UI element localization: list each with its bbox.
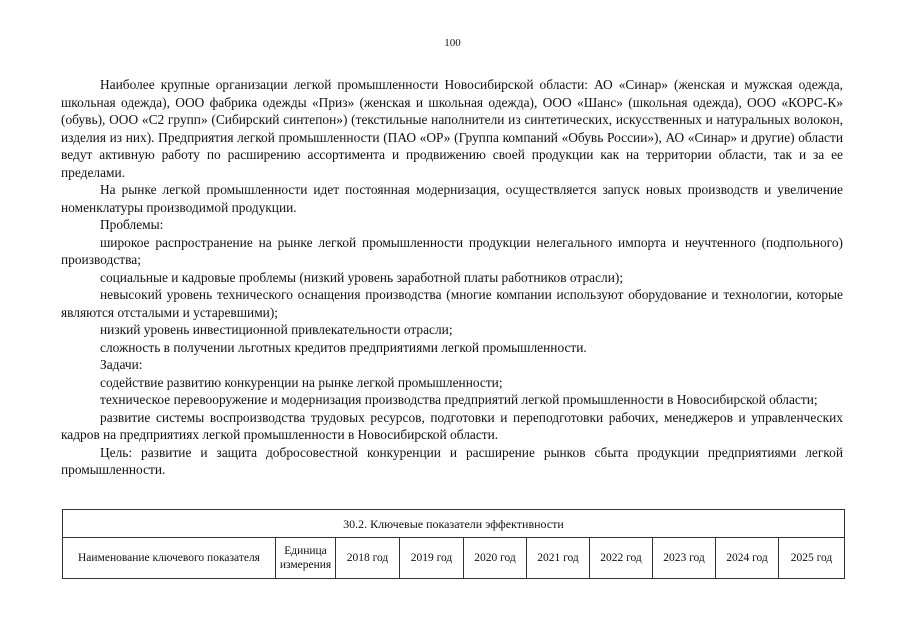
column-header-year: 2019 год	[400, 538, 464, 579]
problem-item: широкое распространение на рынке легкой промышленности продукции нелегального импорта и неучтенного (подпольного) производства;	[61, 234, 843, 267]
paragraph-organizations: Наиболее крупные организации легкой промышленности Новосибирской области: АО «Синар» (женская и мужская одежда, школьная одежда), ООО фабрика одежды «Приз» (женская и школьная одежда), ООО «Шанс» (школьная одежда), ООО «КОРС-К» (обувь), ООО «С2 групп» (Сибирский синтепон») (текстильные наполнители из синтетических, искусственных и натуральных волокон, изделия из них). Предприятия легкой промышленности (ПАО «ОР» (Группа компаний «Обувь России»), АО «Синар» и другие) области ведут активную работу по расширению ассортимента и продвижению своей продукции как на территории области, так и за ее пределами.	[61, 77, 843, 180]
heading-problems: Проблемы:	[100, 217, 164, 232]
column-header-indicator: Наименование ключевого показателя	[63, 538, 276, 579]
paragraph-modernization: На рынке легкой промышленности идет постоянная модернизация, осуществляется запуск новых производств и увеличение номенклатуры производимой продукции.	[61, 182, 843, 215]
task-item: содействие развитию конкуренции на рынке легкой промышленности;	[100, 374, 503, 390]
problem-item: невысокий уровень технического оснащения производства (многие компании используют оборудование и технологии, которые являются отсталыми и устаревшими);	[61, 287, 843, 320]
column-header-year: 2023 год	[653, 538, 716, 579]
column-header-year: 2025 год	[779, 538, 845, 579]
key-indicators-table	[62, 509, 845, 579]
column-header-year: 2020 год	[464, 538, 527, 579]
heading-tasks: Задачи:	[100, 357, 143, 372]
problem-item: социальные и кадровые проблемы (низкий уровень заработной платы работников отрасли);	[100, 269, 624, 285]
document-body	[61, 76, 843, 479]
goal-paragraph: Цель: развитие и защита добросовестной конкуренции и расширение рынков сбыта продукции предприятиями легкой промышленности.	[61, 444, 843, 477]
problem-item: сложность в получении льготных кредитов предприятиями легкой промышленности.	[100, 339, 587, 355]
problem-item: низкий уровень инвестиционной привлекательности отрасли;	[100, 322, 453, 337]
column-header-unit: Единица измерения	[276, 538, 336, 579]
column-header-year: 2022 год	[590, 538, 653, 579]
task-item: техническое перевооружение и модернизация производства предприятий легкой промышленности в Новосибирской области;	[100, 392, 818, 407]
column-header-year: 2021 год	[527, 538, 590, 579]
task-item: развитие системы воспроизводства трудовых ресурсов, подготовки и переподготовки рабочих, менеджеров и управленческих кадров на предприятиях легкой промышленности в Новосибирской области.	[61, 409, 843, 442]
table-caption: 30.2. Ключевые показатели эффективности	[63, 510, 845, 538]
column-header-year: 2018 год	[336, 538, 400, 579]
column-header-year: 2024 год	[716, 538, 779, 579]
page-number: 100	[444, 37, 461, 49]
